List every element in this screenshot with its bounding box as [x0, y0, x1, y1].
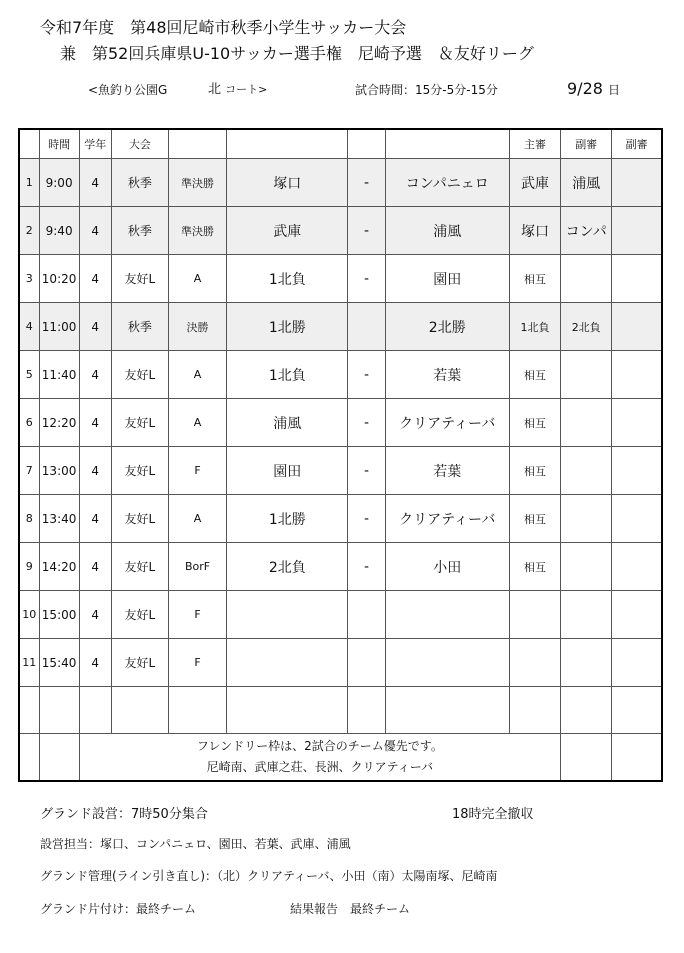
away-team-cell: 2北勝	[385, 303, 509, 351]
assistant-referee-1-cell: 2北負	[561, 303, 612, 351]
header-grade: 学年	[79, 129, 111, 159]
setup-time: グランド設営：7時50分集合	[40, 807, 208, 822]
assistant-referee-1-cell	[561, 543, 612, 591]
header-home	[227, 129, 348, 159]
referee-cell: 武庫	[509, 159, 560, 207]
home-team-cell: 武庫	[227, 207, 348, 255]
header-round	[168, 129, 226, 159]
vs-separator-cell: -	[348, 543, 385, 591]
day-of-week: 日	[608, 83, 621, 97]
table-row	[19, 303, 662, 351]
venue-label: <魚釣り公園G	[88, 83, 168, 97]
blank-cell	[348, 687, 385, 734]
table-row	[19, 591, 662, 639]
round-cell: F	[168, 639, 226, 687]
round-cell: F	[168, 591, 226, 639]
ground-management: グランド管理(ライン引き直し)：（北）クリアティーバ、小田（南）太陽南塚、尼崎南	[40, 869, 498, 883]
table-row	[19, 255, 662, 303]
match-time-cell: 9:00	[39, 159, 79, 207]
away-team-cell: 若葉	[385, 447, 509, 495]
home-team-cell	[227, 591, 348, 639]
vs-separator-cell	[348, 639, 385, 687]
tournament-cell: 友好L	[111, 447, 168, 495]
match-time-label: 試合時間：15分-5分-15分	[355, 83, 498, 97]
assistant-referee-2-cell	[612, 447, 662, 495]
grade-cell: 4	[79, 399, 111, 447]
away-team-cell: 園田	[385, 255, 509, 303]
note-empty-cell	[19, 734, 39, 782]
title-line-2: 兼 第52回兵庫県U-10サッカー選手権 尼崎予選 ＆友好リーグ	[60, 44, 534, 63]
row-number-cell: 11	[19, 639, 39, 687]
match-time-cell: 9:40	[39, 207, 79, 255]
row-number-cell: 3	[19, 255, 39, 303]
blank-row	[19, 687, 662, 734]
round-cell: BorF	[168, 543, 226, 591]
grade-cell: 4	[79, 543, 111, 591]
grade-cell: 4	[79, 351, 111, 399]
match-time-cell: 10:20	[39, 255, 79, 303]
row-number-cell: 4	[19, 303, 39, 351]
header-no	[19, 129, 39, 159]
header-referee: 主審	[509, 129, 560, 159]
vs-separator-cell: -	[348, 351, 385, 399]
table-row	[19, 543, 662, 591]
blank-cell	[168, 687, 226, 734]
assistant-referee-2-cell	[612, 591, 662, 639]
table-row	[19, 399, 662, 447]
assistant-referee-2-cell	[612, 207, 662, 255]
assistant-referee-2-cell	[612, 639, 662, 687]
vs-separator-cell: -	[348, 495, 385, 543]
withdraw-time: 18時完全撤収	[452, 807, 534, 822]
home-team-cell: 1北負	[227, 351, 348, 399]
note-empty-cell	[561, 734, 612, 782]
assistant-referee-2-cell	[612, 159, 662, 207]
assistant-referee-1-cell: コンパ	[561, 207, 612, 255]
away-team-cell: クリアティーバ	[385, 495, 509, 543]
vs-separator-cell: -	[348, 399, 385, 447]
home-team-cell: 2北負	[227, 543, 348, 591]
assistant-referee-1-cell	[561, 495, 612, 543]
match-time-cell: 12:20	[39, 399, 79, 447]
table-row	[19, 159, 662, 207]
tournament-cell: 友好L	[111, 399, 168, 447]
header-tournament: 大会	[111, 129, 168, 159]
vs-separator-cell: -	[348, 447, 385, 495]
blank-cell	[612, 687, 662, 734]
blank-cell	[509, 687, 560, 734]
header-assistant-1: 副審	[561, 129, 612, 159]
tournament-cell: 秋季	[111, 159, 168, 207]
match-time-cell: 13:00	[39, 447, 79, 495]
blank-cell	[79, 687, 111, 734]
grade-cell: 4	[79, 303, 111, 351]
vs-separator-cell: -	[348, 159, 385, 207]
vs-separator-cell: -	[348, 255, 385, 303]
round-cell: 準決勝	[168, 207, 226, 255]
assistant-referee-1-cell	[561, 351, 612, 399]
row-number-cell: 2	[19, 207, 39, 255]
round-cell: A	[168, 399, 226, 447]
title-line-1: 令和7年度 第48回尼崎市秋季小学生サッカー大会	[40, 18, 407, 37]
tournament-cell: 秋季	[111, 207, 168, 255]
assistant-referee-1-cell	[561, 639, 612, 687]
assistant-referee-2-cell	[612, 495, 662, 543]
header-time: 時間	[39, 129, 79, 159]
home-team-cell: 園田	[227, 447, 348, 495]
assistant-referee-1-cell	[561, 399, 612, 447]
note-row	[19, 734, 662, 782]
court-label	[208, 83, 267, 96]
grade-cell: 4	[79, 591, 111, 639]
header-sep	[348, 129, 385, 159]
referee-cell: 相互	[509, 255, 560, 303]
assistant-referee-2-cell	[612, 543, 662, 591]
tournament-cell: 友好L	[111, 543, 168, 591]
round-cell: A	[168, 495, 226, 543]
row-number-cell: 10	[19, 591, 39, 639]
grade-cell: 4	[79, 207, 111, 255]
note-empty-cell	[612, 734, 662, 782]
blank-cell	[561, 687, 612, 734]
blank-cell	[19, 687, 39, 734]
referee-cell: 相互	[509, 447, 560, 495]
row-number-cell: 7	[19, 447, 39, 495]
round-cell: A	[168, 351, 226, 399]
date-value: 9/28	[567, 79, 603, 98]
home-team-cell: 1北負	[227, 255, 348, 303]
match-time-cell: 11:40	[39, 351, 79, 399]
note-empty-cell	[39, 734, 79, 782]
result-report: 結果報告 最終チーム	[290, 902, 411, 916]
table-row	[19, 207, 662, 255]
ground-cleanup: グランド片付け：最終チーム	[40, 902, 197, 916]
match-time-cell: 15:40	[39, 639, 79, 687]
referee-cell: 相互	[509, 351, 560, 399]
tournament-cell: 友好L	[111, 255, 168, 303]
assistant-referee-2-cell	[612, 399, 662, 447]
home-team-cell: 1北勝	[227, 303, 348, 351]
assistant-referee-2-cell	[612, 255, 662, 303]
blank-cell	[39, 687, 79, 734]
assistant-referee-1-cell	[561, 255, 612, 303]
assistant-referee-2-cell	[612, 303, 662, 351]
home-team-cell: 浦風	[227, 399, 348, 447]
assistant-referee-1-cell: 浦風	[561, 159, 612, 207]
table-row	[19, 639, 662, 687]
friendly-note-line-1: フレンドリー枠は、2試合のチーム優先です。	[196, 739, 443, 753]
assistant-referee-1-cell	[561, 447, 612, 495]
away-team-cell: クリアティーバ	[385, 399, 509, 447]
vs-separator-cell	[348, 591, 385, 639]
match-time-cell: 11:00	[39, 303, 79, 351]
vs-separator-cell	[348, 303, 385, 351]
tournament-cell: 友好L	[111, 351, 168, 399]
grade-cell: 4	[79, 639, 111, 687]
home-team-cell: 塚口	[227, 159, 348, 207]
referee-cell: 相互	[509, 495, 560, 543]
home-team-cell: 1北勝	[227, 495, 348, 543]
away-team-cell: 小田	[385, 543, 509, 591]
table-header-row	[19, 129, 662, 159]
grade-cell: 4	[79, 159, 111, 207]
tournament-cell: 友好L	[111, 591, 168, 639]
row-number-cell: 1	[19, 159, 39, 207]
round-cell: F	[168, 447, 226, 495]
schedule-table	[18, 128, 663, 782]
round-cell: 準決勝	[168, 159, 226, 207]
grade-cell: 4	[79, 495, 111, 543]
round-cell: 決勝	[168, 303, 226, 351]
referee-cell: 塚口	[509, 207, 560, 255]
match-time-cell: 14:20	[39, 543, 79, 591]
assistant-referee-2-cell	[612, 351, 662, 399]
away-team-cell	[385, 591, 509, 639]
row-number-cell: 9	[19, 543, 39, 591]
row-number-cell: 6	[19, 399, 39, 447]
header-away	[385, 129, 509, 159]
referee-cell	[509, 591, 560, 639]
friendly-note-line-2: 尼崎南、武庫之荘、長洲、クリアティーバ	[206, 760, 434, 774]
home-team-cell	[227, 639, 348, 687]
referee-cell: 1北負	[509, 303, 560, 351]
row-number-cell: 5	[19, 351, 39, 399]
match-time-cell: 15:00	[39, 591, 79, 639]
tournament-cell: 友好L	[111, 639, 168, 687]
setup-staff: 設営担当：塚口、コンパニェロ、園田、若葉、武庫、浦風	[40, 837, 351, 851]
blank-cell	[385, 687, 509, 734]
court-name: 北	[208, 82, 222, 97]
table-row	[19, 447, 662, 495]
vs-separator-cell: -	[348, 207, 385, 255]
tournament-cell: 秋季	[111, 303, 168, 351]
court-suffix: コート>	[225, 83, 268, 96]
referee-cell: 相互	[509, 399, 560, 447]
header-assistant-2: 副審	[612, 129, 662, 159]
away-team-cell: 若葉	[385, 351, 509, 399]
table-row	[19, 351, 662, 399]
grade-cell: 4	[79, 447, 111, 495]
tournament-cell: 友好L	[111, 495, 168, 543]
blank-cell	[227, 687, 348, 734]
away-team-cell	[385, 639, 509, 687]
date-label	[567, 81, 620, 97]
referee-cell: 相互	[509, 543, 560, 591]
away-team-cell: 浦風	[385, 207, 509, 255]
table-row	[19, 495, 662, 543]
away-team-cell: コンパニェロ	[385, 159, 509, 207]
row-number-cell: 8	[19, 495, 39, 543]
friendly-note-cell	[79, 734, 560, 782]
blank-cell	[111, 687, 168, 734]
assistant-referee-1-cell	[561, 591, 612, 639]
match-time-cell: 13:40	[39, 495, 79, 543]
round-cell: A	[168, 255, 226, 303]
referee-cell	[509, 639, 560, 687]
grade-cell: 4	[79, 255, 111, 303]
